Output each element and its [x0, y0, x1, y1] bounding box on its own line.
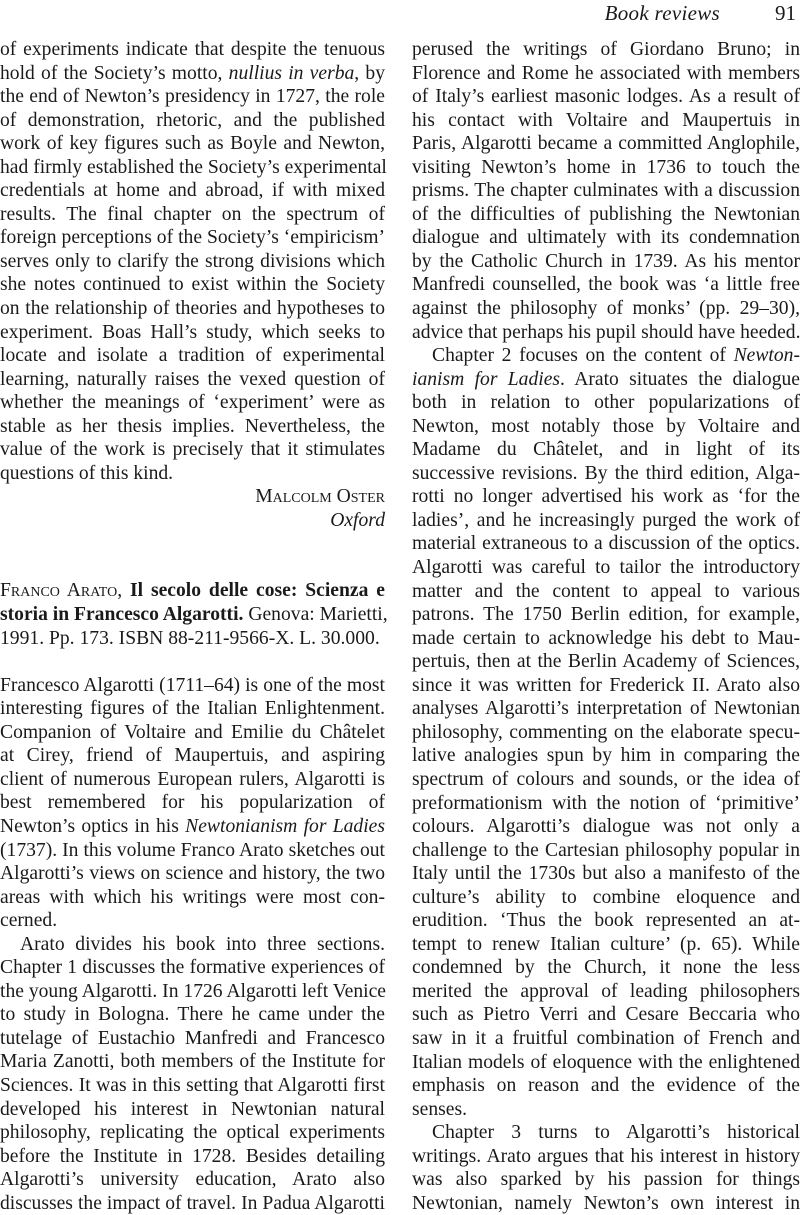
text-line: Algarotti was careful to tailor the introductory — [412, 557, 800, 579]
publisher: Genova: Marietti, — [243, 604, 388, 626]
text-line: client of numerous European rulers, Algarotti is — [0, 768, 385, 790]
citation-line — [0, 579, 385, 603]
text-line: had firmly established the Society’s experimental — [0, 156, 387, 178]
text-line: by the Catholic Church in 1739. As his mentor — [412, 250, 800, 272]
text-line: on the relationship of theories and hypotheses to — [0, 298, 385, 320]
running-title: Book reviews — [604, 1, 720, 25]
text-line: of experiments indicate that despite the tenuous — [0, 39, 385, 60]
text-line: results. The final chapter on the spectrum of — [0, 203, 385, 225]
text-line: the young Algarotti. In 1726 Algarotti left Venice — [0, 980, 386, 1002]
running-header — [412, 0, 800, 28]
text-line: Algarotti’s views on science and history, the two — [0, 863, 385, 885]
text-line: challenge to the Cartesian philosophy popular in — [412, 839, 800, 861]
text-line: work of key figures such as Boyle and Newton, — [0, 133, 385, 155]
text-line: successive revisions. By the third edition, Alga- — [412, 462, 800, 484]
text-line: spectrum of colours and sounds, or the idea of — [412, 768, 800, 790]
text-line: discusses the impact of travel. In Padua Algarotti — [0, 1192, 385, 1214]
text-line: areas with which his writings were most con- — [0, 886, 385, 908]
reviewer-name: Malcolm Oster — [255, 486, 385, 508]
text-line: locate and isolate a tradition of experimental — [0, 345, 385, 367]
text-line: pertuis, then at the Berlin Academy of Sciences, — [412, 651, 800, 673]
book-title-italic: Newtonianism for Ladies — [185, 815, 385, 837]
text-line: Italy until the 1730s but also a manifesto of the — [412, 863, 800, 885]
text-line: credentials at home and abroad, if with mixed — [0, 180, 385, 202]
text-line: serves only to clarify the strong divisions which — [0, 250, 385, 272]
text-line: both in relation to other popularizations of — [412, 392, 800, 414]
text-line: preformationism with the notion of ‘primitive’ — [412, 792, 800, 814]
text-line: whether the meanings of ‘experiment’ were as — [0, 392, 385, 414]
text-line: analyses Algarotti’s interpretation of Newtonian — [412, 698, 800, 720]
section-gap — [0, 532, 385, 579]
book-author: Franco Arato — [0, 580, 118, 602]
text-line — [0, 62, 385, 86]
text-line: lative analogies spun by him in comparing the — [412, 745, 800, 767]
text-line: Sciences. It was in this setting that Algarotti first — [0, 1074, 385, 1096]
text-line: foreign perceptions of the Society’s ‘empiricism’ — [0, 227, 385, 249]
text-line: perused the writings of Giordano Bruno; in — [412, 39, 800, 60]
review-paragraph-2 — [0, 933, 385, 1215]
text-line: philosophy, replicating the optical experiments — [0, 1122, 385, 1144]
text-line — [412, 344, 800, 368]
text-line: prisms. The chapter culminates with a discussion — [412, 180, 800, 202]
motto-italic: nullius in verba — [228, 62, 355, 84]
text-line: culture’s ability to combine eloquence and — [412, 886, 800, 908]
text-line: stable as her thesis implies. Nevertheless, the — [0, 415, 385, 437]
text-line: colours. Algarotti’s dialogue was not only a — [412, 816, 800, 838]
citation-line — [0, 603, 388, 627]
text-line: Paris, Algarotti became a committed Anglophile, — [412, 133, 800, 155]
text-line: merited the approval of leading philosophers — [412, 980, 800, 1002]
text-line: value of the work is precisely that it stimulates — [0, 439, 385, 461]
text-line: Newton, most notably those by Voltaire and — [412, 415, 800, 437]
text-line: the end of Newton’s presidency in 1727, the role — [0, 86, 385, 108]
review-paragraph-4 — [412, 1121, 800, 1215]
text-line — [0, 815, 385, 839]
text-line: Chapter 1 discusses the formative experiences of — [0, 957, 385, 979]
text-fragment: . Arato situates the dialogue — [560, 368, 800, 390]
text-line: of Italy’s earliest masonic lodges. As a result of — [412, 86, 800, 108]
text-line: Manfredi counselled, the book was ‘a little free — [412, 274, 800, 296]
text-line: to study in Bologna. There he came under the — [0, 1004, 385, 1026]
text-line: of demonstration, rhetoric, and the published — [0, 109, 385, 131]
page-number: 91 — [775, 1, 796, 25]
text-line: Newtonian, namely Newton’s own interest in — [412, 1192, 800, 1214]
text-line: dialogue and ultimately with its condemnation — [412, 227, 800, 249]
text-line: writings. Arato argues that his interest in history — [412, 1145, 800, 1167]
book-title-italic: ianism for Ladies — [412, 368, 561, 390]
text-line: interesting figures of the Italian Enlightenment. — [0, 698, 385, 720]
text-line: since it was written for Frederick II. Arato also — [412, 674, 800, 696]
section-gap — [0, 650, 385, 674]
text-line: questions of this kind. — [0, 462, 174, 484]
text-line: rotti no longer advertised his work as ‘for the — [412, 486, 800, 508]
text-line: before the Institute in 1728. Besides detailing — [0, 1145, 385, 1167]
text-line: was also sparked by his passion for things — [412, 1169, 800, 1191]
text-line: against the philosophy of monks’ (pp. 29–30), — [412, 298, 800, 320]
text-line: cerned. — [0, 910, 58, 932]
text-fragment: , by — [354, 62, 386, 84]
text-line: Madame du Châtelet, and in light of its — [412, 439, 800, 461]
review-paragraph-1 — [0, 674, 385, 933]
text-line: patrons. The 1750 Berlin edition, for example, — [412, 604, 800, 626]
review-paragraph-3 — [412, 344, 800, 1121]
text-fragment: , — [117, 580, 130, 602]
reviewer-affiliation: Oxford — [330, 509, 385, 531]
book-citation — [0, 579, 388, 650]
text-line: Florence and Rome he associated with members — [412, 62, 800, 84]
text-line: Arato divides his book into three sections. — [20, 933, 385, 955]
text-line: learning, naturally raises the vexed question of — [0, 368, 385, 390]
text-line: Maria Zanotti, both members of the Institute for — [0, 1051, 385, 1073]
text-line: ladies’, and he increasingly purged the work of — [412, 509, 800, 531]
book-title: Il secolo delle cose: Scienza e — [130, 580, 385, 602]
review-paragraph-2-cont — [412, 38, 800, 344]
previous-review-ending — [0, 38, 385, 485]
right-column — [412, 38, 800, 1215]
citation-details: 1991. Pp. 173. ISBN 88-211-9566-X. L. 30.000. — [0, 627, 380, 649]
book-title-italic: Newton- — [733, 345, 800, 367]
text-line: Companion of Voltaire and Emilie du Châtelet — [0, 721, 385, 743]
text-fragment: Chapter 2 focuses on the content of — [432, 345, 734, 367]
text-line: Algarotti’s university education, Arato also — [0, 1169, 385, 1191]
text-line: senses. — [412, 1098, 467, 1120]
text-line: made certain to acknowledge his debt to Mau- — [412, 627, 800, 649]
text-line: erudition. ‘Thus the book represented an at- — [412, 910, 800, 932]
text-line: developed his interest in Newtonian natural — [0, 1098, 385, 1120]
text-line: tempt to renew Italian culture’ (p. 65). While — [412, 933, 800, 955]
text-line: Francesco Algarotti (1711–64) is one of the most — [0, 674, 385, 696]
text-line: Italian models of eloquence with the enlightened — [412, 1051, 800, 1073]
text-line: visiting Newton’s home in 1736 to touch the — [412, 156, 800, 178]
text-line: at Cirey, friend of Maupertuis, and aspiring — [0, 745, 385, 767]
text-line: tutelage of Eustachio Manfredi and Francesco — [0, 1027, 385, 1049]
text-line: advice that perhaps his pupil should have heeded. — [412, 321, 800, 343]
text-line: material extraneous to a discussion of the optics. — [412, 533, 800, 555]
text-line: condemned by the Church, it none the less — [412, 957, 800, 979]
text-line: best remembered for his popularization of — [0, 792, 385, 814]
text-line: (1737). In this volume Franco Arato sketches out — [0, 839, 385, 861]
text-line: of the difficulties of publishing the Newtonian — [412, 203, 800, 225]
text-line: philosophy, commenting on the elaborate specu- — [412, 721, 800, 743]
text-fragment: hold of the Society’s motto, — [0, 62, 229, 84]
reviewer-signature — [0, 485, 385, 532]
text-line: his contact with Voltaire and Maupertuis in — [412, 109, 800, 131]
text-line: Chapter 3 turns to Algarotti’s historical — [432, 1122, 800, 1144]
text-line: matter and the content to appeal to various — [412, 580, 800, 602]
left-column — [0, 38, 388, 1215]
text-line — [412, 368, 800, 392]
text-fragment: Newton’s optics in his — [0, 815, 186, 837]
text-line: experiment. Boas Hall’s study, which seeks to — [0, 321, 385, 343]
text-line: she notes continued to exist within the Society — [0, 274, 385, 296]
text-line: saw in it a fruitful combination of French and — [412, 1027, 800, 1049]
text-line: such as Pietro Verri and Cesare Beccaria who — [412, 1004, 800, 1026]
book-title-cont: storia in Francesco Algarotti. — [0, 604, 244, 626]
text-line: emphasis on reason and the evidence of the — [412, 1075, 800, 1097]
